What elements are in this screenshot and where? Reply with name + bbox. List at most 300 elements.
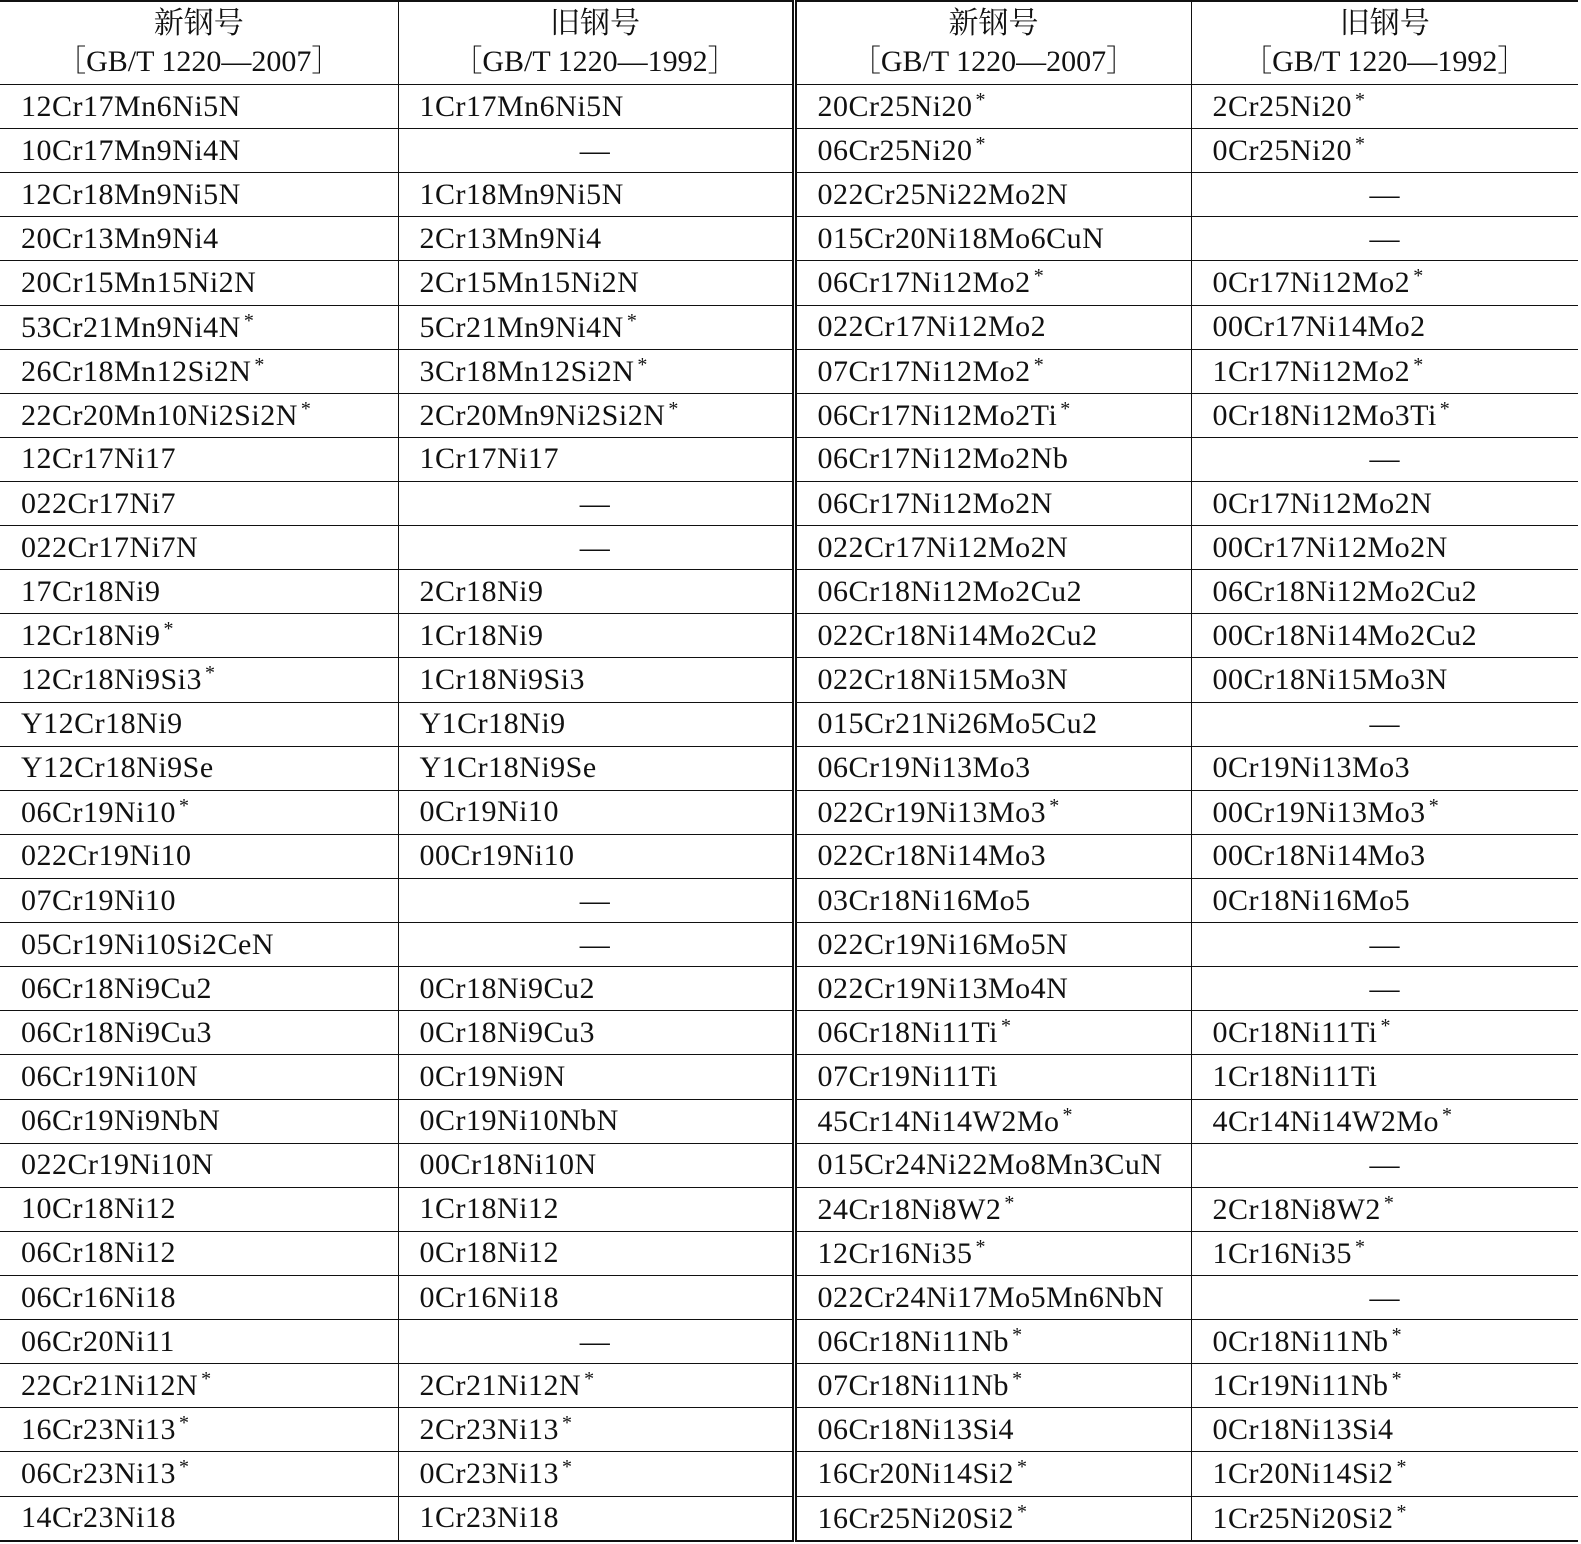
grade-text: 022Cr17Ni7 (21, 486, 176, 520)
grade-text: 14Cr23Ni18 (21, 1501, 176, 1535)
table-row (0, 614, 1578, 658)
new-grade-cell (0, 1099, 398, 1143)
grade-text: 00Cr18Ni14Mo3 (1212, 839, 1426, 873)
new-grade-cell (0, 658, 398, 702)
new-grade-cell (794, 481, 1191, 525)
grade-text: 06Cr18Ni13Si4 (817, 1412, 1015, 1446)
table-row (0, 1099, 1578, 1143)
footnote-asterisk: * (1391, 1324, 1403, 1347)
grade-text: Y12Cr18Ni9Se (21, 751, 214, 785)
old-grade-cell (1191, 834, 1578, 878)
header-new-title: 新钢号 (948, 7, 1039, 40)
new-grade-cell (0, 614, 398, 658)
grade-text: — (579, 133, 611, 167)
new-grade-cell (0, 1496, 398, 1541)
grade-text: 06Cr17Ni12Mo2N (817, 486, 1053, 520)
grade-text: 0Cr18Ni9Cu2 (419, 971, 596, 1005)
new-grade-cell (0, 1011, 398, 1055)
grade-text: — (579, 927, 611, 961)
table-row (0, 967, 1578, 1011)
grade-text: 1Cr18Ni11Ti (1212, 1059, 1378, 1093)
table-row (0, 261, 1578, 305)
new-grade-cell (794, 1452, 1191, 1496)
grade-text: 53Cr21Mn9Ni4N (21, 310, 241, 344)
grade-text: 1Cr18Ni9Si3 (419, 662, 586, 696)
new-grade-cell (794, 878, 1191, 922)
grade-text: 022Cr24Ni17Mo5Mn6NbN (817, 1280, 1165, 1314)
new-grade-cell (794, 614, 1191, 658)
grade-text: — (579, 486, 611, 520)
old-grade-cell (398, 129, 794, 173)
grade-text: 2Cr15Mn15Ni2N (419, 265, 640, 299)
grade-text: — (579, 1324, 611, 1358)
grade-text: 022Cr19Ni16Mo5N (817, 927, 1069, 961)
old-grade-cell (398, 481, 794, 525)
footnote-asterisk: * (975, 1235, 986, 1258)
new-grade-cell (794, 437, 1191, 481)
new-grade-cell (0, 1187, 398, 1231)
footnote-asterisk: * (1017, 1500, 1028, 1523)
grade-text: 1Cr25Ni20Si2 (1212, 1501, 1394, 1535)
footnote-asterisk: * (243, 309, 255, 332)
footnote-asterisk: * (1439, 397, 1451, 420)
table-row (0, 702, 1578, 746)
footnote-asterisk: * (300, 397, 312, 420)
header-new-standard: ［GB/T 1220—2007］ (850, 45, 1137, 78)
footnote-asterisk: * (1413, 353, 1424, 376)
grade-text: 06Cr17Ni12Mo2 (817, 266, 1031, 300)
old-grade-cell (1191, 526, 1578, 570)
grade-text: 1Cr17Ni17 (419, 442, 559, 476)
grade-text: 1Cr17Ni12Mo2 (1212, 354, 1411, 388)
new-grade-cell (0, 481, 398, 525)
grade-text: 16Cr23Ni13 (21, 1413, 176, 1447)
grade-text: 0Cr18Ni11Nb (1212, 1325, 1389, 1359)
new-grade-cell (0, 1408, 398, 1452)
grade-text: 12Cr18Mn9Ni5N (21, 177, 241, 211)
new-grade-cell (0, 1231, 398, 1275)
footnote-asterisk: * (1062, 1103, 1073, 1126)
new-grade-cell (794, 1055, 1191, 1099)
footnote-asterisk: * (1396, 1500, 1408, 1523)
old-grade-cell (398, 173, 794, 217)
grade-text: 22Cr20Mn10Ni2Si2N (21, 398, 298, 432)
grade-text: 06Cr19Ni10 (21, 795, 176, 829)
new-grade-cell (0, 393, 398, 437)
grade-text: 12Cr17Ni17 (21, 442, 176, 476)
grade-text: 022Cr18Ni14Mo3 (817, 839, 1047, 873)
footnote-asterisk: * (1012, 1324, 1023, 1347)
grade-text: 24Cr18Ni8W2 (817, 1192, 1002, 1226)
old-grade-cell (1191, 658, 1578, 702)
grade-text: 12Cr18Ni9Si3 (21, 663, 203, 697)
old-grade-cell (1191, 702, 1578, 746)
grade-text: 06Cr18Ni9Cu2 (21, 971, 213, 1005)
grade-text: 00Cr18Ni15Mo3N (1212, 662, 1448, 696)
grade-text: 06Cr23Ni13 (21, 1457, 176, 1491)
new-grade-cell (794, 658, 1191, 702)
grade-text: 022Cr17Ni12Mo2 (817, 310, 1047, 344)
grade-text: 2Cr20Mn9Ni2Si2N (419, 398, 666, 432)
grade-text: 0Cr19Ni10 (419, 795, 559, 829)
grade-text: 022Cr18Ni14Mo2Cu2 (817, 618, 1098, 652)
grade-text: 015Cr24Ni22Mo8Mn3CuN (817, 1148, 1163, 1182)
old-grade-cell (398, 923, 794, 967)
grade-text: 0Cr17Ni12Mo2N (1212, 486, 1433, 520)
header-old-title: 旧钢号 (550, 7, 640, 40)
new-grade-cell (794, 217, 1191, 261)
table-row (0, 878, 1578, 922)
footnote-asterisk: * (562, 1412, 573, 1435)
grade-text: 45Cr14Ni14W2Mo (817, 1104, 1060, 1138)
grade-text: 06Cr18Ni11Nb (817, 1325, 1010, 1359)
new-grade-cell (0, 437, 398, 481)
grade-text: — (1369, 442, 1400, 476)
footnote-asterisk: * (1060, 397, 1071, 420)
footnote-asterisk: * (1001, 1015, 1012, 1038)
grade-text: 26Cr18Mn12Si2N (21, 354, 252, 388)
footnote-asterisk: * (201, 1368, 212, 1391)
new-grade-cell (0, 1452, 398, 1496)
table-row (0, 481, 1578, 525)
footnote-asterisk: * (1442, 1103, 1453, 1126)
grade-text: — (579, 530, 611, 564)
old-grade-cell (398, 1187, 794, 1231)
header-old-title: 旧钢号 (1339, 7, 1430, 40)
grade-text: — (1369, 971, 1400, 1005)
grade-text: 07Cr19Ni10 (21, 883, 176, 917)
footnote-asterisk: * (1033, 353, 1045, 376)
grade-text: 20Cr15Mn15Ni2N (21, 265, 257, 299)
grade-text: 022Cr25Ni22Mo2N (817, 177, 1069, 211)
old-grade-cell (398, 702, 794, 746)
new-grade-cell (0, 834, 398, 878)
footnote-asterisk: * (179, 1456, 190, 1479)
old-grade-cell (398, 1231, 794, 1275)
footnote-asterisk: * (163, 618, 174, 641)
old-grade-cell (398, 393, 794, 437)
new-grade-cell (794, 261, 1191, 305)
new-grade-cell (0, 526, 398, 570)
footnote-asterisk: * (1413, 265, 1424, 288)
grade-text: 06Cr17Ni12Mo2Nb (817, 442, 1069, 476)
grade-text: 0Cr18Ni16Mo5 (1212, 883, 1411, 917)
old-grade-cell (1191, 1231, 1578, 1275)
grade-text: 1Cr20Ni14Si2 (1212, 1457, 1394, 1491)
new-grade-cell (0, 878, 398, 922)
old-grade-cell (1191, 923, 1578, 967)
old-grade-cell (398, 1143, 794, 1187)
table-row (0, 85, 1578, 129)
grade-text: 06Cr19Ni13Mo3 (817, 751, 1031, 785)
table-row (0, 1231, 1578, 1275)
table-row (0, 129, 1578, 173)
grade-text: Y12Cr18Ni9 (21, 707, 183, 741)
old-grade-cell (398, 217, 794, 261)
header-old-standard: ［GB/T 1220—1992］ (452, 45, 738, 78)
footnote-asterisk: * (584, 1368, 595, 1391)
footnote-asterisk: * (975, 89, 986, 112)
grade-text: 0Cr18Ni12Mo3Ti (1212, 398, 1437, 432)
grade-text: 00Cr18Ni10N (419, 1148, 597, 1182)
old-grade-cell (1191, 614, 1578, 658)
grade-text: 4Cr14Ni14W2Mo (1212, 1104, 1439, 1138)
footnote-asterisk: * (975, 133, 986, 156)
grade-text: 5Cr21Mn9Ni4N (419, 310, 624, 344)
grade-text: 1Cr16Ni35 (1212, 1236, 1352, 1270)
old-grade-cell (398, 790, 794, 834)
grade-text: 2Cr13Mn9Ni4 (419, 221, 602, 255)
old-grade-cell (1191, 1275, 1578, 1319)
table-row (0, 1143, 1578, 1187)
old-grade-cell (1191, 878, 1578, 922)
new-grade-cell (794, 526, 1191, 570)
grade-text: 06Cr17Ni12Mo2Ti (817, 398, 1058, 432)
grade-text: 06Cr19Ni9NbN (21, 1104, 221, 1138)
grade-text: Y1Cr18Ni9Se (419, 751, 597, 785)
grade-text: — (1369, 221, 1400, 255)
new-grade-cell (794, 746, 1191, 790)
new-grade-cell (794, 173, 1191, 217)
grade-text: 06Cr19Ni10N (21, 1059, 199, 1093)
old-grade-cell (1191, 305, 1578, 349)
grade-text: 00Cr17Ni12Mo2N (1212, 530, 1448, 564)
old-grade-cell (398, 1408, 794, 1452)
grade-text: 0Cr18Ni11Ti (1212, 1016, 1378, 1050)
grade-text: 00Cr19Ni10 (419, 839, 575, 873)
grade-text: 06Cr20Ni11 (21, 1324, 175, 1358)
old-grade-cell (398, 1055, 794, 1099)
old-grade-cell (398, 526, 794, 570)
new-grade-cell (0, 85, 398, 129)
table-row (0, 349, 1578, 393)
header-new-grade-left (0, 1, 398, 85)
grade-text: — (1369, 1148, 1400, 1182)
table-row (0, 437, 1578, 481)
grade-text: 015Cr20Ni18Mo6CuN (817, 221, 1105, 255)
new-grade-cell (0, 923, 398, 967)
new-grade-cell (794, 129, 1191, 173)
old-grade-cell (1191, 1055, 1578, 1099)
header-old-standard: ［GB/T 1220—1992］ (1242, 45, 1528, 78)
table-row (0, 1408, 1578, 1452)
grade-text: 0Cr17Ni12Mo2 (1212, 266, 1411, 300)
grade-text: 022Cr17Ni7N (21, 530, 199, 564)
header-old-grade-right (1191, 1, 1578, 85)
old-grade-cell (398, 834, 794, 878)
table-row (0, 570, 1578, 614)
grade-text: 2Cr21Ni12N (419, 1369, 582, 1403)
old-grade-cell (398, 349, 794, 393)
footnote-asterisk: * (1355, 1235, 1366, 1258)
footnote-asterisk: * (1396, 1456, 1408, 1479)
table-row (0, 1320, 1578, 1364)
footnote-asterisk: * (562, 1456, 573, 1479)
new-grade-cell (794, 85, 1191, 129)
grade-text: 06Cr18Ni9Cu3 (21, 1015, 213, 1049)
old-grade-cell (1191, 437, 1578, 481)
new-grade-cell (794, 393, 1191, 437)
new-grade-cell (794, 702, 1191, 746)
grade-text: 022Cr18Ni15Mo3N (817, 662, 1069, 696)
old-grade-cell (398, 261, 794, 305)
footnote-asterisk: * (1355, 89, 1366, 112)
old-grade-cell (1191, 1099, 1578, 1143)
old-grade-cell (1191, 570, 1578, 614)
table-row (0, 1055, 1578, 1099)
old-grade-cell (1191, 349, 1578, 393)
old-grade-cell (1191, 261, 1578, 305)
table-row (0, 217, 1578, 261)
grade-text: 0Cr25Ni20 (1212, 134, 1352, 168)
old-grade-cell (1191, 1408, 1578, 1452)
table-row (0, 658, 1578, 702)
old-grade-cell (398, 746, 794, 790)
new-grade-cell (0, 1143, 398, 1187)
table-row (0, 1187, 1578, 1231)
new-grade-cell (794, 1231, 1191, 1275)
footnote-asterisk: * (626, 309, 638, 332)
new-grade-cell (0, 1275, 398, 1319)
grade-text: 07Cr18Ni11Nb (817, 1369, 1010, 1403)
old-grade-cell (1191, 790, 1578, 834)
new-grade-cell (794, 1143, 1191, 1187)
new-grade-cell (794, 570, 1191, 614)
grade-text: 12Cr16Ni35 (817, 1236, 973, 1270)
old-grade-cell (398, 1275, 794, 1319)
table-row (0, 746, 1578, 790)
new-grade-cell (0, 1320, 398, 1364)
grade-text: 06Cr25Ni20 (817, 134, 973, 168)
grade-text: 1Cr23Ni18 (419, 1501, 559, 1535)
old-grade-cell (1191, 1011, 1578, 1055)
new-grade-cell (794, 305, 1191, 349)
grade-text: 0Cr19Ni13Mo3 (1212, 751, 1411, 785)
header-new-standard: ［GB/T 1220—2007］ (56, 45, 342, 78)
grade-text: 12Cr18Ni9 (21, 619, 161, 653)
grade-text: 16Cr25Ni20Si2 (817, 1501, 1015, 1535)
grade-text: 1Cr18Ni9 (419, 618, 544, 652)
old-grade-cell (1191, 1143, 1578, 1187)
old-grade-cell (1191, 217, 1578, 261)
grade-text: 06Cr18Ni11Ti (817, 1016, 998, 1050)
grade-text: 3Cr18Mn12Si2N (419, 354, 635, 388)
new-grade-cell (0, 349, 398, 393)
grade-text: — (1369, 177, 1400, 211)
footnote-asterisk: * (1017, 1456, 1028, 1479)
new-grade-cell (0, 570, 398, 614)
old-grade-cell (398, 967, 794, 1011)
table-row (0, 1452, 1578, 1496)
old-grade-cell (398, 85, 794, 129)
grade-text: 20Cr25Ni20 (817, 90, 973, 124)
table-row (0, 834, 1578, 878)
old-grade-cell (398, 658, 794, 702)
new-grade-cell (0, 305, 398, 349)
grade-text: 00Cr18Ni14Mo2Cu2 (1212, 618, 1478, 652)
grade-text: 022Cr17Ni12Mo2N (817, 530, 1069, 564)
old-grade-cell (1191, 1320, 1578, 1364)
new-grade-cell (0, 129, 398, 173)
grade-text: 00Cr17Ni14Mo2 (1212, 310, 1426, 344)
grade-text: 015Cr21Ni26Mo5Cu2 (817, 707, 1098, 741)
new-grade-cell (0, 1364, 398, 1408)
old-grade-cell (1191, 1364, 1578, 1408)
footnote-asterisk: * (1355, 133, 1366, 156)
grade-text: 2Cr23Ni13 (419, 1413, 559, 1447)
new-grade-cell (0, 1055, 398, 1099)
grade-text: 0Cr16Ni18 (419, 1280, 559, 1314)
table-row (0, 1496, 1578, 1541)
grade-text: 0Cr18Ni13Si4 (1212, 1412, 1394, 1446)
new-grade-cell (794, 1099, 1191, 1143)
old-grade-cell (398, 1320, 794, 1364)
grade-text: — (1369, 1280, 1400, 1314)
new-grade-cell (794, 1408, 1191, 1452)
grade-text: 16Cr20Ni14Si2 (817, 1457, 1015, 1491)
new-grade-cell (0, 217, 398, 261)
header-new-title: 新钢号 (153, 7, 244, 40)
new-grade-cell (0, 261, 398, 305)
new-grade-cell (794, 1496, 1191, 1541)
grade-text: 022Cr19Ni10 (21, 839, 192, 873)
old-grade-cell (398, 1099, 794, 1143)
footnote-asterisk: * (1012, 1368, 1023, 1391)
grade-text: — (579, 883, 611, 917)
footnote-asterisk: * (1004, 1191, 1015, 1214)
new-grade-cell (794, 967, 1191, 1011)
old-grade-cell (398, 1496, 794, 1541)
old-grade-cell (1191, 481, 1578, 525)
grade-text: 1Cr18Ni12 (419, 1192, 559, 1226)
footnote-asterisk: * (1391, 1368, 1403, 1391)
grade-text: 03Cr18Ni16Mo5 (817, 883, 1031, 917)
table-row (0, 1275, 1578, 1319)
footnote-asterisk: * (668, 397, 679, 420)
old-grade-cell (1191, 746, 1578, 790)
table-row (0, 393, 1578, 437)
old-grade-cell (1191, 393, 1578, 437)
grade-text: 17Cr18Ni9 (21, 574, 161, 608)
grade-text: 2Cr25Ni20 (1212, 90, 1352, 124)
grade-text: 07Cr19Ni11Ti (817, 1059, 998, 1093)
table-row (0, 923, 1578, 967)
grade-text: 022Cr19Ni13Mo3 (817, 795, 1047, 829)
grade-text: 1Cr18Mn9Ni5N (419, 177, 624, 211)
grade-text: 0Cr18Ni9Cu3 (419, 1015, 596, 1049)
old-grade-cell (1191, 1187, 1578, 1231)
footnote-asterisk: * (1049, 794, 1060, 817)
grade-text: 2Cr18Ni8W2 (1212, 1192, 1381, 1226)
grade-text: 2Cr18Ni9 (419, 574, 544, 608)
old-grade-cell (1191, 967, 1578, 1011)
grade-text: 1Cr17Mn6Ni5N (419, 89, 624, 123)
grade-text: 1Cr19Ni11Nb (1212, 1369, 1389, 1403)
grade-text: 06Cr18Ni12 (21, 1236, 176, 1270)
header-old-grade-left (398, 1, 794, 85)
new-grade-cell (794, 1275, 1191, 1319)
old-grade-cell (1191, 1452, 1578, 1496)
footnote-asterisk: * (1380, 1015, 1391, 1038)
new-grade-cell (794, 834, 1191, 878)
grade-text: 0Cr18Ni12 (419, 1236, 559, 1270)
grade-text: 06Cr18Ni12Mo2Cu2 (1212, 574, 1478, 608)
new-grade-cell (794, 1364, 1191, 1408)
old-grade-cell (398, 614, 794, 658)
new-grade-cell (0, 790, 398, 834)
grade-text: — (1369, 927, 1400, 961)
old-grade-cell (1191, 173, 1578, 217)
